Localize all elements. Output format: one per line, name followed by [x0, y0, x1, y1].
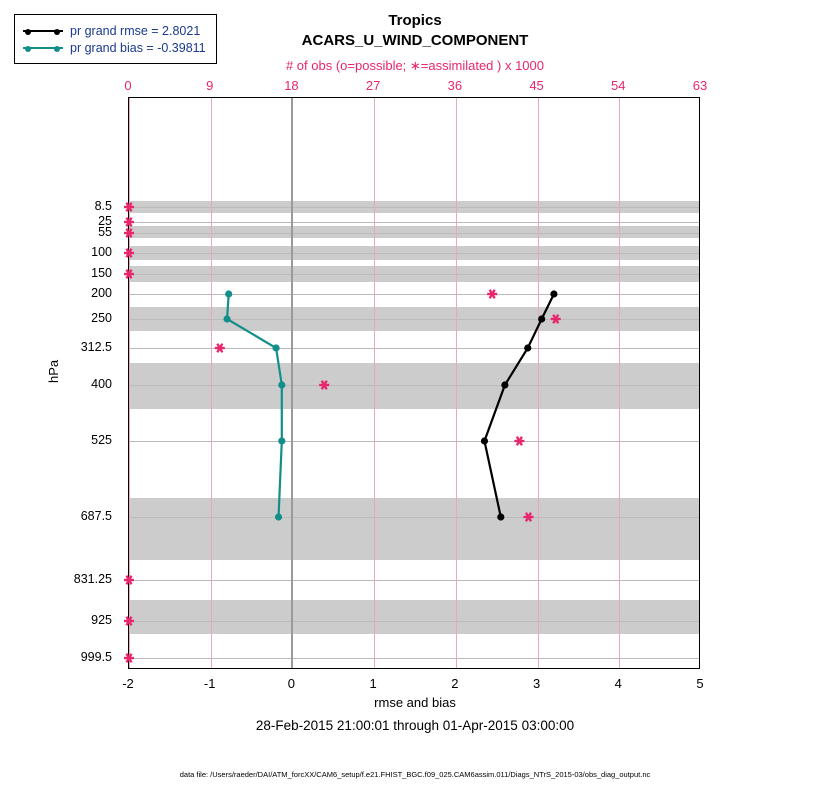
y-tick-label: 400: [91, 377, 112, 391]
assimilated-obs-marker: [514, 437, 524, 446]
rmse-point: [524, 344, 531, 351]
x-tick-label: 3: [532, 676, 541, 691]
date-range-label: 28-Feb-2015 21:00:01 through 01-Apr-2015 03:00:00: [255, 718, 575, 733]
x-axis-label: rmse and bias: [374, 695, 456, 710]
legend-label-rmse: pr grand rmse = 2.8021: [70, 23, 201, 38]
legend-item-bias: [23, 39, 206, 56]
y-tick-label: 100: [91, 245, 112, 259]
series-overlay: [129, 98, 701, 670]
top-tick-label: 27: [365, 78, 381, 93]
top-tick-label: 54: [611, 78, 626, 93]
top-tick-label: 0: [124, 78, 132, 93]
rmse-point: [497, 513, 504, 520]
bias-point: [275, 513, 282, 520]
x-tick-label: 0: [287, 676, 296, 691]
y-tick-label: 150: [91, 266, 112, 280]
x-tick-label: 4: [614, 676, 622, 691]
variable-title: ACARS_U_WIND_COMPONENT: [301, 32, 529, 49]
top-tick-label: 45: [529, 78, 544, 93]
legend-line-rmse: [23, 30, 63, 32]
top-tick-label: 18: [284, 78, 299, 93]
legend-label-bias: pr grand bias = -0.39811: [70, 40, 206, 55]
x-tick-label: 2: [451, 676, 459, 691]
rmse-point: [550, 290, 557, 297]
x-tick-label: -2: [122, 676, 134, 691]
assimilated-obs-marker: [124, 249, 134, 258]
plot-area: [128, 97, 700, 669]
y-tick-label: 312.5: [80, 340, 112, 354]
legend-item-rmse: [23, 22, 206, 39]
assimilated-obs-marker: [551, 315, 561, 324]
bias-point: [272, 344, 279, 351]
assimilated-obs-marker: [319, 381, 329, 390]
top-tick-label: 36: [447, 78, 463, 93]
y-tick-label: 831.25: [73, 572, 112, 586]
assimilated-obs-marker: [215, 344, 225, 353]
legend: [14, 14, 217, 64]
bias-point: [278, 381, 285, 388]
assimilated-obs-marker: [124, 218, 134, 227]
assimilated-obs-marker: [124, 203, 134, 212]
assimilated-obs-marker: [124, 229, 134, 238]
y-axis-label: hPa: [46, 359, 61, 383]
assimilated-obs-marker: [487, 290, 497, 299]
assimilated-obs-marker: [124, 270, 134, 279]
y-tick-label: 250: [91, 311, 112, 325]
y-tick-label: 55: [98, 225, 112, 239]
bias-point: [225, 290, 232, 297]
top-tick-label: 9: [206, 78, 214, 93]
bias-line: [227, 294, 282, 517]
y-tick-label: 525: [91, 433, 112, 447]
y-tick-label: 687.5: [80, 509, 112, 523]
assimilated-obs-marker: [124, 654, 134, 663]
x-tick-label: -1: [203, 676, 216, 691]
x-tick-label: 1: [369, 676, 377, 691]
rmse-line: [484, 294, 553, 517]
data-file-label: data file: /Users/raeder/DAI/ATM_forcXX/CAM6_setup/f.e21.FHIST_BGC.f09_025.CAM6assim.011/Diags_NTrS_2015-03/obs_diag_output.nc: [179, 770, 651, 779]
bias-point: [278, 437, 285, 444]
x-tick-label: 5: [696, 676, 704, 691]
bias-point: [223, 315, 230, 322]
legend-line-bias: [23, 47, 63, 49]
assimilated-obs-marker: [523, 513, 533, 522]
top-tick-label: 63: [692, 78, 708, 93]
y-tick-label: 25: [98, 214, 112, 228]
y-tick-label: 200: [91, 286, 112, 300]
rmse-point: [538, 315, 545, 322]
y-tick-label: 999.5: [80, 650, 112, 664]
rmse-point: [501, 381, 508, 388]
y-tick-label: 8.5: [94, 199, 112, 213]
assimilated-obs-marker: [124, 576, 134, 585]
assimilated-obs-marker: [124, 617, 134, 626]
y-tick-label: 925: [91, 613, 112, 627]
rmse-point: [481, 437, 488, 444]
region-title: Tropics: [388, 12, 442, 29]
top-axis-title: # of obs (o=possible; ∗=assimilated ) x 1000: [285, 58, 545, 73]
